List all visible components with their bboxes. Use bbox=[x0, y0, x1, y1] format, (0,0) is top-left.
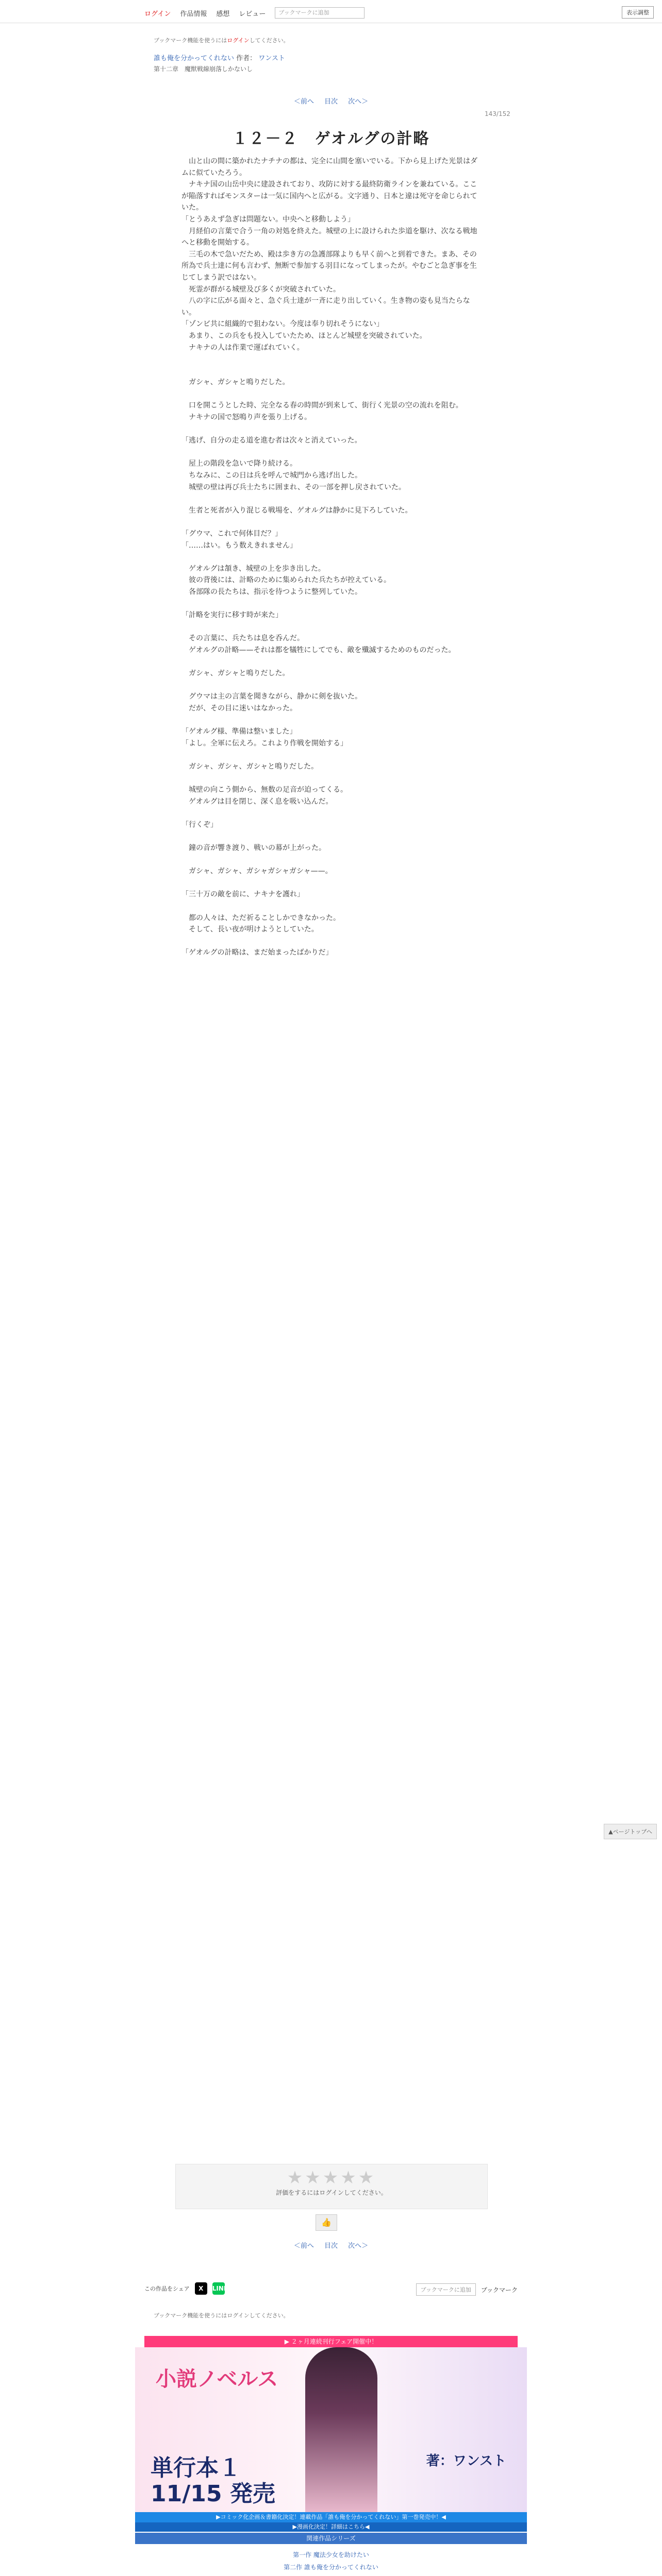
banner-author: 著：ワンスト bbox=[426, 2453, 506, 2469]
nav-work-info[interactable]: 作品情報 bbox=[180, 10, 207, 18]
body-paragraph: 月経伯の言葉で合う一角の対処を終えた。城壁の上に設けられた歩道を駆け、次なる戦地へと移動を開始する。 bbox=[181, 227, 477, 247]
thumbs-up-icon[interactable]: 👍 bbox=[316, 2214, 337, 2231]
bookmark-add-button[interactable]: ブックマークに追加 bbox=[416, 2283, 476, 2296]
prev-link[interactable]: ＜前へ bbox=[293, 98, 314, 106]
body-blank-line bbox=[181, 831, 483, 842]
body-paragraph: 八の字に広がる面々と、急ぐ兵士達が一斉に走り出していく。生き物の姿も見当たらない。 bbox=[181, 297, 470, 317]
notice-text: ブックマーク機能を使うには bbox=[154, 37, 227, 44]
body-blank-line bbox=[181, 772, 483, 784]
body-blank-line bbox=[181, 680, 483, 691]
body-blank-line bbox=[181, 493, 483, 505]
body-paragraph: ゲオルグは頷き、城壁の上を歩き出した。 bbox=[181, 564, 325, 573]
page-top-tab[interactable]: ▲ページトップへ bbox=[604, 1824, 657, 1839]
body-paragraph: ガシャ、ガシャ、ガシャガシャガシャ——。 bbox=[181, 867, 333, 876]
toc-link[interactable]: 目次 bbox=[324, 98, 338, 106]
share-label: この作品をシェア bbox=[144, 2285, 190, 2292]
body-blank-line bbox=[181, 447, 483, 459]
body-blank-line bbox=[181, 365, 483, 377]
body-paragraph: 城壁の壁は再び兵士たちに囲まれ、その一部を押し戻されていた。 bbox=[181, 483, 406, 492]
body-paragraph: 城壁の向こう側から、無数の足音が迫ってくる。 bbox=[181, 786, 347, 794]
body-blank-line bbox=[181, 877, 483, 889]
body-blank-line bbox=[181, 807, 483, 819]
pager-bottom bbox=[0, 2240, 662, 2250]
body-paragraph: 各部隊の長たちは、指示を待つように整列していた。 bbox=[181, 587, 362, 596]
body-blank-line bbox=[181, 749, 483, 761]
body-paragraph: 「よし。全軍に伝えろ。これより作戦を開始する」 bbox=[181, 739, 347, 748]
body-paragraph: 都の人々は、ただ祈ることしかできなかった。 bbox=[181, 913, 340, 922]
body-paragraph: 「ゲオルグの計略は、まだ始まったばかりだ」 bbox=[181, 948, 333, 957]
notice-login-link[interactable]: ログイン bbox=[227, 37, 250, 44]
campaign-banner-header[interactable]: ▶ ２ヶ月連続刊行フェア開催中！ bbox=[144, 2336, 518, 2347]
nav-reviews[interactable]: レビュー bbox=[239, 10, 266, 18]
share-bar bbox=[144, 2282, 228, 2295]
body-paragraph: 「計略を実行に移す時が来た」 bbox=[181, 611, 283, 620]
pager-top bbox=[0, 96, 662, 106]
display-settings-button[interactable]: 表示調整 bbox=[622, 6, 654, 19]
body-paragraph: ちなみに、この日は兵を呼んで城門から逃げ出した。 bbox=[181, 471, 362, 480]
body-blank-line bbox=[181, 353, 483, 365]
body-paragraph: 「三十万の敵を前に、ナキナを護れ」 bbox=[181, 890, 304, 899]
body-paragraph: ガシャ、ガシャと鳴りだした。 bbox=[181, 378, 290, 387]
body-paragraph: 「ゲオルグ様、準備は整いました」 bbox=[181, 727, 297, 736]
body-paragraph: ナキナ国の山岳中央に建設されており、攻防に対する最終防衛ラインを兼ねている。ここが陥落すればモンスターは一気に国内へと広がる。文字通り、日本と違は死守を命じられていた。 bbox=[181, 180, 477, 212]
series-title-link[interactable]: 誰も俺を分かってくれない bbox=[154, 55, 235, 62]
body-paragraph: 「……はい。もう数えきれません」 bbox=[181, 541, 297, 550]
banner-release: 単行本１ 11/15 発売 bbox=[151, 2455, 275, 2507]
rating-box bbox=[175, 2164, 488, 2209]
book-promo-banner[interactable] bbox=[135, 2347, 527, 2512]
body-paragraph: ナキナの国で怒鳴り声を張り上げる。 bbox=[181, 413, 311, 422]
header-bar bbox=[0, 0, 662, 23]
body-paragraph: 口を開こうとした時、完全なる春の時間が到来して、街行く光景の空の流れを阻む。 bbox=[181, 401, 463, 410]
body-paragraph: 「グウマ、これで何体目だ？」 bbox=[181, 530, 283, 538]
body-blank-line bbox=[181, 656, 483, 668]
body-paragraph: 「行くぞ」 bbox=[181, 820, 218, 829]
body-paragraph: 屋上の階段を急いで降り続ける。 bbox=[181, 460, 297, 468]
body-blank-line bbox=[181, 388, 483, 400]
body-blank-line bbox=[181, 423, 483, 435]
related-work-2[interactable]: 第二作 誰も俺を分かってくれない bbox=[284, 2564, 378, 2571]
rating-message: 評価をするにはログインしてください。 bbox=[276, 2189, 387, 2196]
banner-caption[interactable]: ▶コミック化企画＆書籍化決定！連載作品「誰も俺を分かってくれない」第一巻発売中！◀ bbox=[135, 2512, 527, 2522]
body-paragraph: 死霊が群がる城壁及び多くが突破されていた。 bbox=[181, 285, 340, 294]
body-blank-line bbox=[181, 715, 483, 726]
author-link[interactable]: ワンスト bbox=[258, 55, 285, 62]
body-blank-line bbox=[181, 621, 483, 633]
bookmark-bar bbox=[416, 2283, 518, 2296]
notice-text-end: してください。 bbox=[249, 37, 289, 44]
body-paragraph: だが、その目に迷いはなかった。 bbox=[181, 704, 297, 713]
bookmark-notice-bottom: ブックマーク機能を使うにはログインしてください。 bbox=[154, 2312, 289, 2319]
body-paragraph: ガシャ、ガシャ、ガシャと鳴りだした。 bbox=[181, 762, 319, 771]
banner-character-illustration bbox=[305, 2347, 377, 2512]
next-link[interactable]: 次へ＞ bbox=[348, 98, 369, 106]
bookmark-add-box[interactable]: ブックマークに追加 bbox=[275, 7, 365, 19]
chapter-title: 第十二章 魔獣戦線崩落しかないし bbox=[154, 65, 253, 73]
episode-body bbox=[181, 156, 483, 959]
body-paragraph: そして、長い夜が明けようとしていた。 bbox=[181, 925, 319, 934]
body-paragraph: グウマは主の言葉を聞きながら、静かに剣を抜いた。 bbox=[181, 692, 362, 701]
body-paragraph: 「逃げ、自分の走る道を進む者は次々と消えていった。 bbox=[181, 436, 362, 445]
bookmark-notice bbox=[154, 36, 289, 44]
prev-link-bottom[interactable]: ＜前へ bbox=[293, 2242, 314, 2250]
body-paragraph: 山と山の間に築かれたナチナの都は、完全に山間を塞いでいる。下から見上げた光景はダムに似ていたろう。 bbox=[181, 157, 477, 177]
body-blank-line bbox=[181, 936, 483, 947]
body-paragraph: あまり、この兵をも投入していたため、ほとんど城壁を突破されていた。 bbox=[181, 331, 427, 340]
body-paragraph: ゲオルグは目を閉じ、深く息を吸い込んだ。 bbox=[181, 797, 333, 806]
author-label: 作者： bbox=[236, 55, 257, 62]
line-share-icon[interactable]: LINE bbox=[212, 2282, 225, 2295]
body-blank-line bbox=[181, 551, 483, 563]
body-blank-line bbox=[181, 854, 483, 866]
series-info bbox=[154, 54, 285, 74]
body-paragraph: 「とうあえず急ぎは問題ない。中央へと移動しよう」 bbox=[181, 215, 355, 224]
related-works-bar: 関連作品シリーズ bbox=[135, 2533, 527, 2544]
top-nav bbox=[144, 7, 365, 19]
body-blank-line bbox=[181, 901, 483, 912]
body-paragraph: ナキナの人は作業で運ばれていく。 bbox=[181, 343, 304, 352]
body-paragraph: 「ゾンビ共に組織的で狙わない。今度は奉り切れそうにない」 bbox=[181, 320, 384, 329]
x-share-icon[interactable]: X bbox=[195, 2282, 207, 2295]
body-paragraph: その言葉に、兵たちは息を呑んだ。 bbox=[181, 634, 304, 643]
banner-logo: 小説ノベルス bbox=[156, 2367, 278, 2391]
next-link-bottom[interactable]: 次へ＞ bbox=[348, 2242, 369, 2250]
episode-title: １２－２ ゲオルグの計略 bbox=[232, 130, 430, 148]
banner-caption-2[interactable]: ▶漫画化決定！詳細はこちら◀ bbox=[135, 2522, 527, 2532]
toc-link-bottom[interactable]: 目次 bbox=[324, 2242, 338, 2250]
body-paragraph: 三毛の木で急いだため、殿は歩き方の急護部隊よりも早く前へと到着できた。まあ、その所為で兵士達に何も言わず、無断で参加する羽目になってしまったが。やむごと急ぎ事を生じてしまう訳ではない。 bbox=[181, 250, 477, 282]
body-paragraph: 彼の背後には、計略のために集められた兵たちが控えている。 bbox=[181, 576, 391, 585]
related-work-1[interactable]: 第一作 魔法少女を助けたい bbox=[293, 2551, 369, 2558]
bookmark-label[interactable]: ブックマーク bbox=[481, 2286, 518, 2294]
body-blank-line bbox=[181, 598, 483, 610]
nav-impressions[interactable]: 感想 bbox=[216, 10, 230, 18]
episode-number: 143/152 bbox=[485, 110, 510, 117]
body-paragraph: 生者と死者が入り混じる戦場を、ゲオルグは静かに見下ろしていた。 bbox=[181, 506, 412, 515]
rating-stars[interactable]: ★★★★★ bbox=[287, 2167, 376, 2188]
body-blank-line bbox=[181, 516, 483, 528]
login-link[interactable]: ログイン bbox=[144, 10, 171, 18]
body-paragraph: ゲオルグの計略——それは都を犠牲にしてでも、敵を殲滅するためのものだった。 bbox=[181, 646, 456, 654]
body-paragraph: 鐘の音が響き渡り、戦いの幕が上がった。 bbox=[181, 844, 326, 853]
body-paragraph: ガシャ、ガシャと鳴りだした。 bbox=[181, 669, 290, 678]
